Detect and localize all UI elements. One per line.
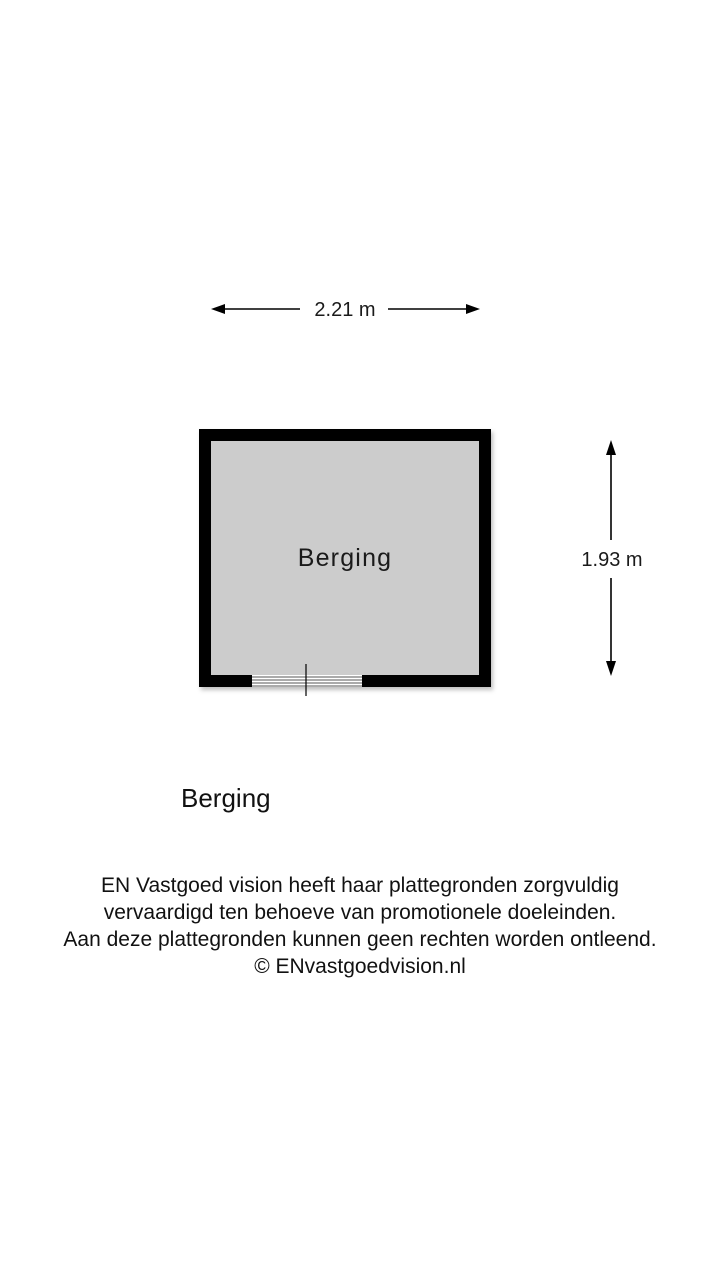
floor-title: Berging xyxy=(181,783,271,813)
disclaimer-line-4: © ENvastgoedvision.nl xyxy=(254,955,466,978)
width-arrow-right-icon xyxy=(466,304,480,314)
width-dimension-label: 2.21 m xyxy=(314,299,376,321)
height-arrow-bottom-icon xyxy=(606,661,616,676)
room-berging xyxy=(199,429,491,696)
room-label: Berging xyxy=(297,544,393,572)
disclaimer-line-3: Aan deze plattegronden kunnen geen rechten worden ontleend. xyxy=(63,928,657,951)
height-dimension-label: 1.93 m xyxy=(581,549,643,571)
height-dimension xyxy=(581,440,642,676)
width-arrow-left-icon xyxy=(211,304,225,314)
width-dimension xyxy=(211,299,480,321)
disclaimer-line-1: EN Vastgoed vision heeft haar plattegronden zorgvuldig xyxy=(101,874,619,897)
height-arrow-top-icon xyxy=(606,440,616,455)
disclaimer-line-2: vervaardigd ten behoeve van promotionele doeleinden. xyxy=(103,901,617,924)
disclaimer-text xyxy=(0,872,720,980)
